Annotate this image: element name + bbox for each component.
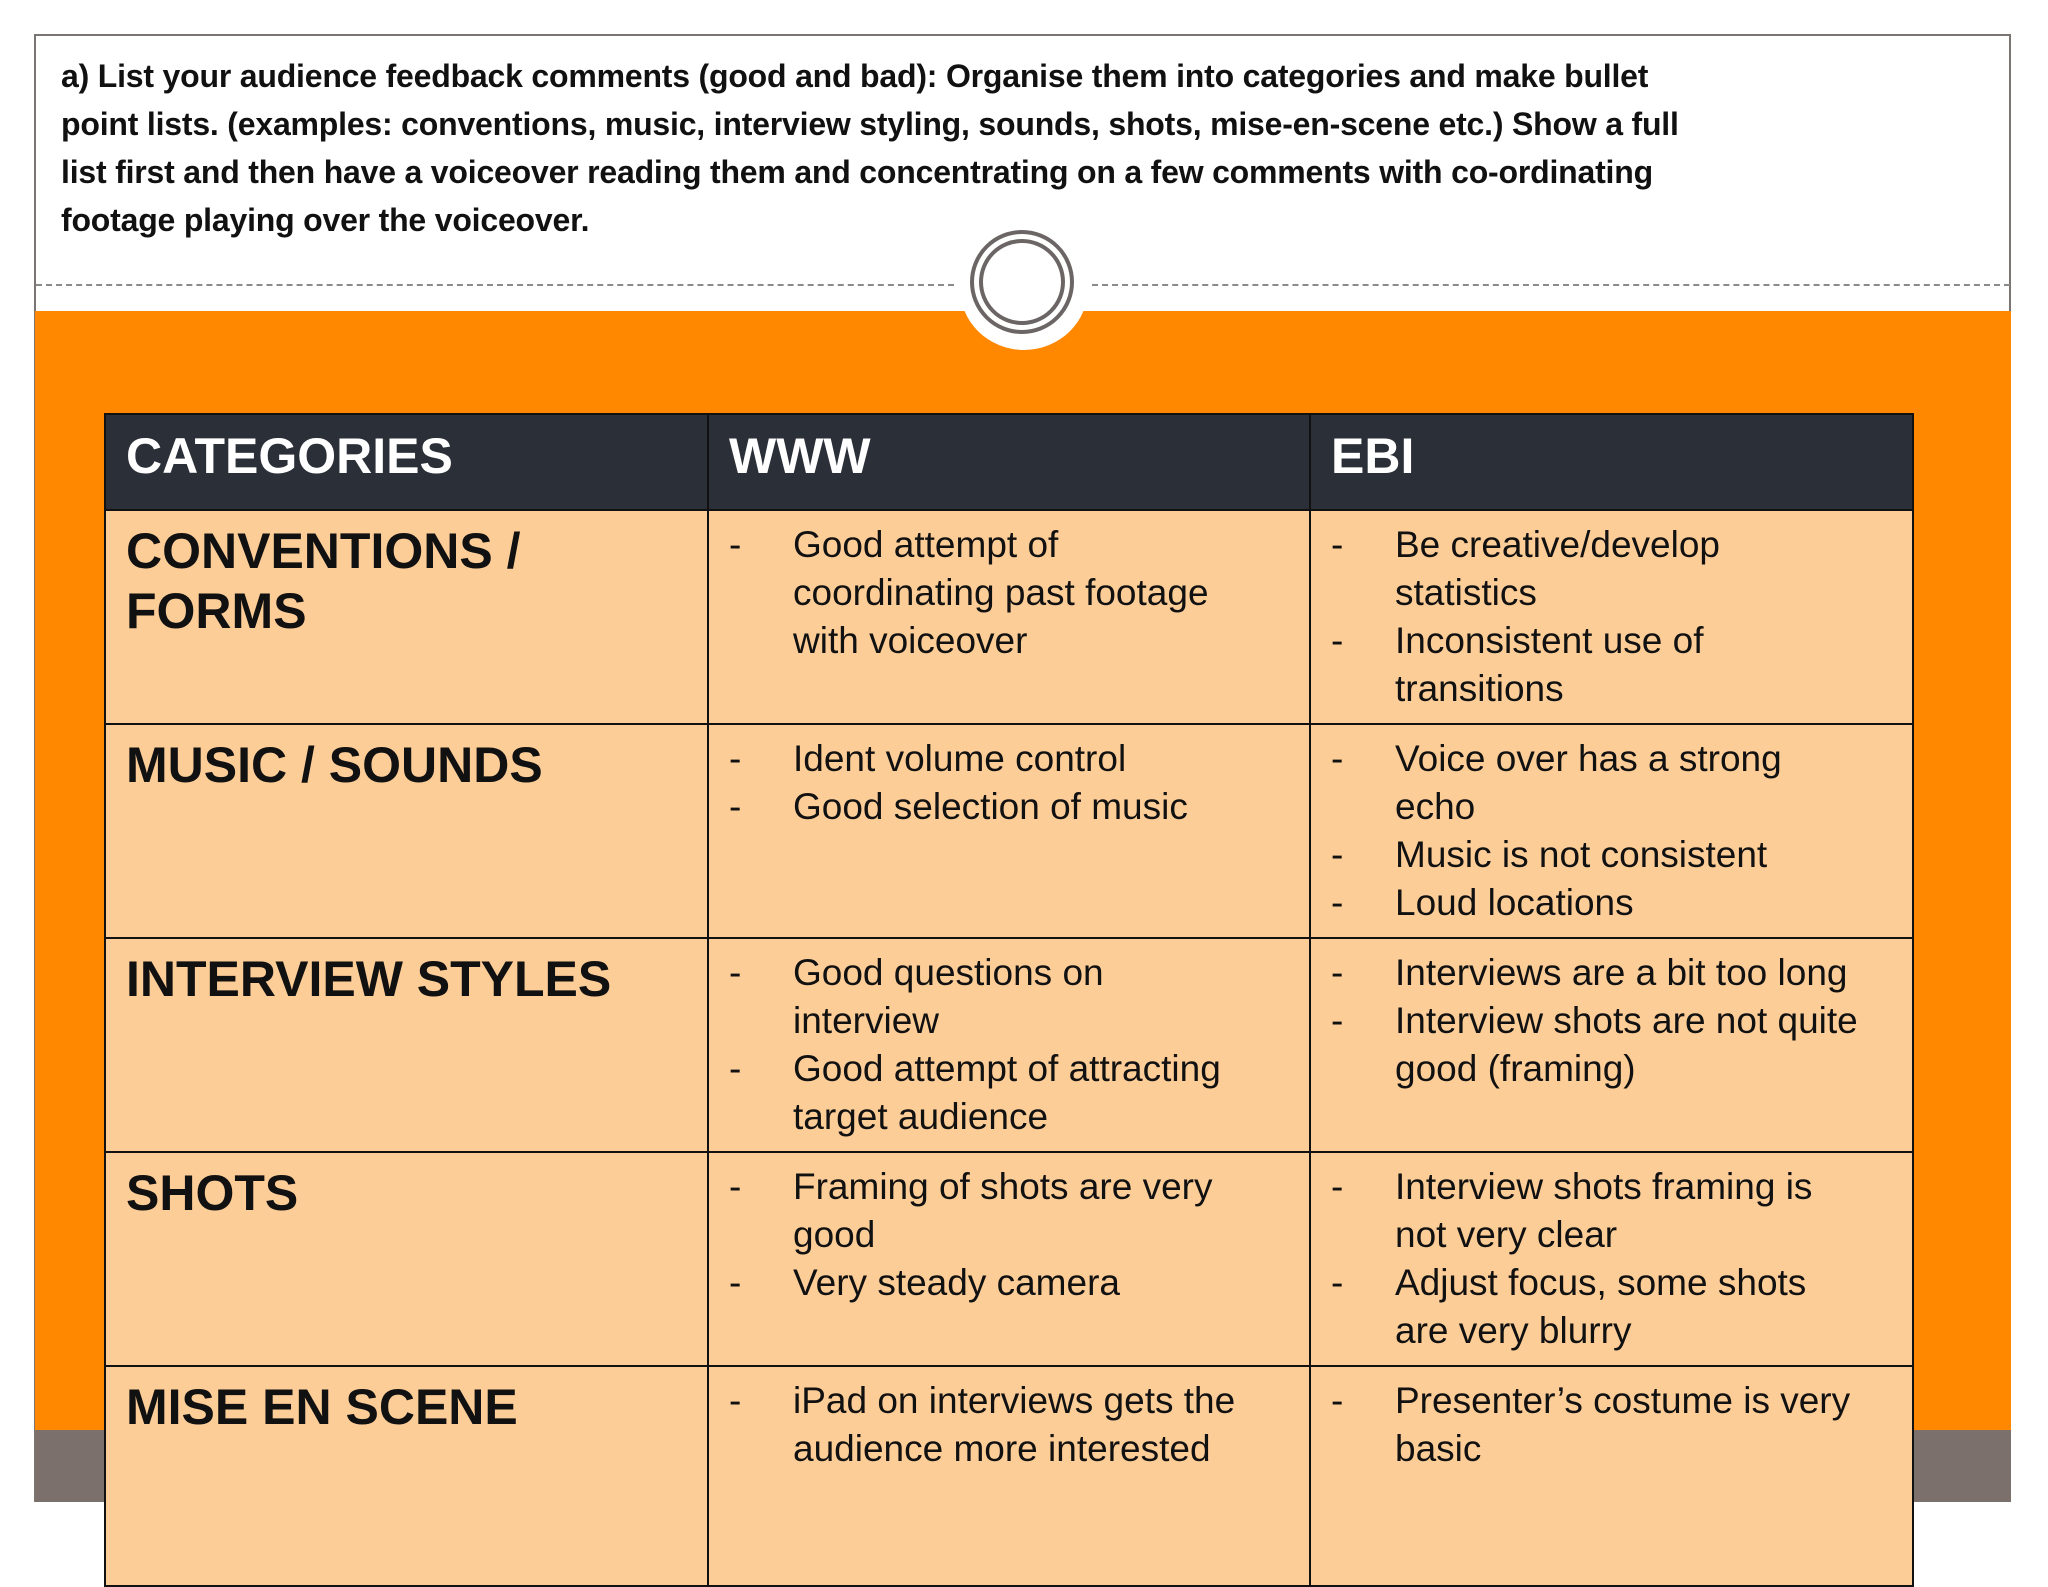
ebi-bullet-item: [1331, 879, 1892, 927]
dash-bullet-icon: -: [1331, 1166, 1344, 1207]
category-label: MISE EN SCENE: [126, 1379, 518, 1435]
bullet-text: Very steady camera: [793, 1262, 1120, 1303]
bullet-text: Inconsistent use of transitions: [1395, 620, 1704, 709]
category-label: MUSIC / SOUNDS: [126, 737, 543, 793]
header-row: [105, 414, 1913, 510]
divider-right: [1092, 284, 2010, 286]
ebi-cell: [1310, 510, 1913, 724]
bullet-text: Be creative/develop statistics: [1395, 524, 1720, 613]
www-bullet-item: [729, 1163, 1289, 1259]
www-bullet-item: [729, 735, 1289, 783]
bullet-text: Interview shots framing is not very clear: [1395, 1166, 1813, 1255]
dash-bullet-icon: -: [729, 1380, 742, 1421]
dash-bullet-icon: -: [729, 1048, 742, 1089]
instructions-text: a) List your audience feedback comments (good and bad): Organise them into categories and make bullet point lists. (examples: conventions, music, interview styling, sounds, shots, mise-en-scene etc.) Show a full list first and then have a voiceover reading them and concentrating on a few comments with co-ordinating footage playing over the voiceover.: [61, 58, 1679, 238]
www-cell: [708, 938, 1310, 1152]
ebi-bullet-item: [1331, 617, 1892, 713]
bullet-text: Ident volume control: [793, 738, 1127, 779]
category-cell: [105, 1366, 708, 1586]
www-bullet-item: [729, 949, 1289, 1045]
bullet-text: Framing of shots are very good: [793, 1166, 1213, 1255]
www-bullet-item: [729, 1259, 1289, 1307]
dash-bullet-icon: -: [1331, 952, 1344, 993]
dash-bullet-icon: -: [729, 1262, 742, 1303]
dash-bullet-icon: -: [729, 524, 742, 565]
bullet-text: Voice over has a strong echo: [1395, 738, 1782, 827]
divider-left: [36, 284, 954, 286]
category-cell: [105, 510, 708, 724]
dash-bullet-icon: -: [1331, 620, 1344, 661]
dash-bullet-icon: -: [1331, 882, 1344, 923]
dash-bullet-icon: -: [1331, 834, 1344, 875]
ebi-cell: [1310, 938, 1913, 1152]
ebi-bullet-item: [1331, 1163, 1892, 1259]
bullet-text: Good selection of music: [793, 786, 1188, 827]
feedback-table: [104, 413, 1914, 1587]
dash-bullet-icon: -: [1331, 738, 1344, 779]
bullet-text: Good questions on interview: [793, 952, 1104, 1041]
table-row: [105, 1152, 1913, 1366]
ebi-cell: [1310, 1152, 1913, 1366]
bullet-text: Loud locations: [1395, 882, 1634, 923]
ebi-bullet-item: [1331, 997, 1892, 1093]
ebi-bullet-item: [1331, 1377, 1892, 1473]
www-bullet-item: [729, 521, 1289, 665]
www-bullet-item: [729, 783, 1289, 831]
header-categories: CATEGORIES: [105, 414, 708, 510]
dash-bullet-icon: -: [729, 1166, 742, 1207]
header-www: WWW: [708, 414, 1310, 510]
dash-bullet-icon: -: [1331, 1262, 1344, 1303]
dash-bullet-icon: -: [729, 786, 742, 827]
bullet-text: Interviews are a bit too long: [1395, 952, 1848, 993]
category-cell: [105, 724, 708, 938]
table-row: [105, 1366, 1913, 1586]
category-cell: [105, 1152, 708, 1366]
category-cell: [105, 938, 708, 1152]
category-label: INTERVIEW STYLES: [126, 951, 612, 1007]
www-cell: [708, 1366, 1310, 1586]
ebi-bullet-item: [1331, 735, 1892, 831]
bullet-text: Presenter’s costume is very basic: [1395, 1380, 1851, 1469]
bullet-text: Adjust focus, some shots are very blurry: [1395, 1262, 1807, 1351]
ebi-bullet-item: [1331, 521, 1892, 617]
table-row: [105, 510, 1913, 724]
dash-bullet-icon: -: [1331, 524, 1344, 565]
dash-bullet-icon: -: [729, 952, 742, 993]
ebi-bullet-item: [1331, 949, 1892, 997]
dash-bullet-icon: -: [729, 738, 742, 779]
bullet-text: Music is not consistent: [1395, 834, 1768, 875]
ebi-bullet-item: [1331, 1259, 1892, 1355]
www-bullet-item: [729, 1377, 1289, 1473]
category-label: CONVENTIONS / FORMS: [126, 523, 521, 639]
header-ebi: EBI: [1310, 414, 1913, 510]
bullet-text: iPad on interviews gets the audience more interested: [793, 1380, 1236, 1469]
www-bullet-item: [729, 1045, 1289, 1141]
www-cell: [708, 724, 1310, 938]
table-row: [105, 724, 1913, 938]
ebi-cell: [1310, 724, 1913, 938]
www-cell: [708, 510, 1310, 724]
www-cell: [708, 1152, 1310, 1366]
ebi-bullet-item: [1331, 831, 1892, 879]
bullet-text: Good attempt of attracting target audience: [793, 1048, 1221, 1137]
category-label: SHOTS: [126, 1165, 299, 1221]
ebi-cell: [1310, 1366, 1913, 1586]
table-row: [105, 938, 1913, 1152]
dash-bullet-icon: -: [1331, 1000, 1344, 1041]
bullet-text: Interview shots are not quite good (framing): [1395, 1000, 1858, 1089]
circle-ring-icon: [970, 230, 1074, 334]
dash-bullet-icon: -: [1331, 1380, 1344, 1421]
bullet-text: Good attempt of coordinating past footage with voiceover: [793, 524, 1209, 661]
